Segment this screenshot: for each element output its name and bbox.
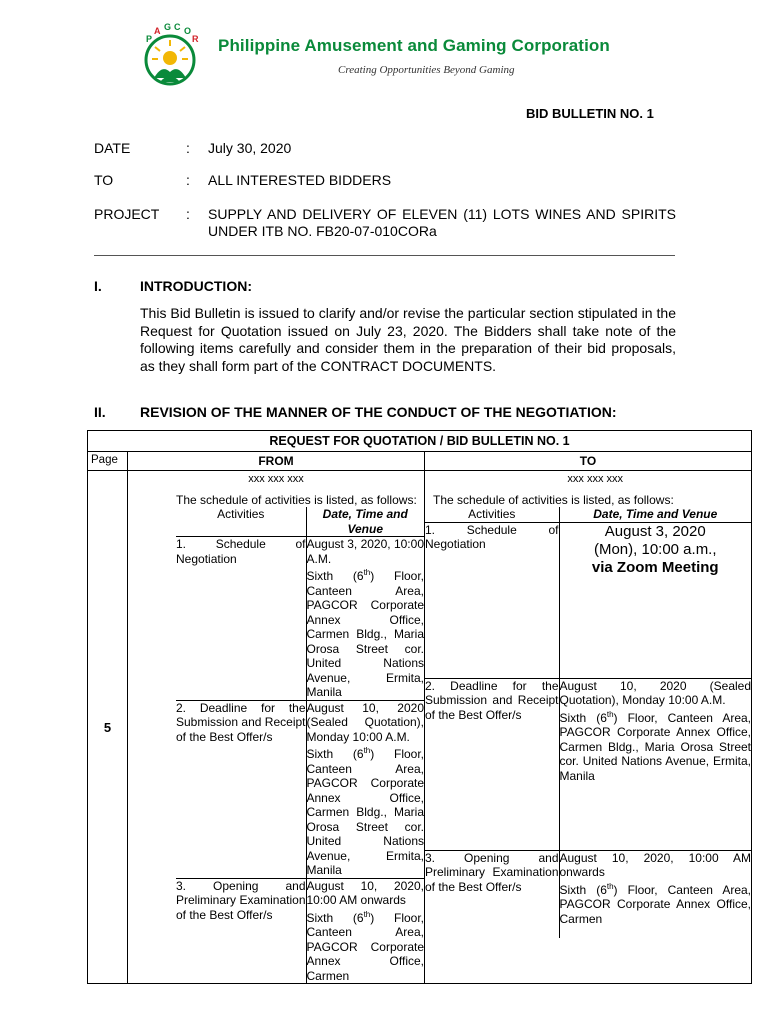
col-page-header: Page: [88, 452, 128, 471]
from-row-2-when: August 10, 2020 (Sealed Quotation), Monday 10:00 A.M.: [306, 700, 424, 744]
from-date-header: Date, Time and Venue: [306, 507, 424, 537]
to-row-1-venue-line: via Zoom Meeting: [591, 558, 719, 576]
from-row-1-activity: 1. Schedule of Negotiation: [176, 537, 306, 701]
date-label: DATE: [94, 140, 131, 156]
th-superscript: th: [363, 909, 371, 919]
svg-text:R: R: [192, 34, 199, 44]
from-row-2-activity: 2. Deadline for the Submission and Receipt of the Best Offer/s: [176, 700, 306, 878]
pagcor-logo: [134, 20, 206, 92]
to-row-1-date: [559, 522, 751, 678]
to-row-2-activity: 2. Deadline for the Submission and Receipt of the Best Offer/s: [425, 678, 559, 850]
project-value: SUPPLY AND DELIVERY OF ELEVEN (11) LOTS WINES AND SPIRITS UNDER ITB NO. FB20-07-010CORa: [208, 206, 676, 239]
from-row-3-when: August 10, 2020, 10:00 AM onwards: [306, 878, 424, 907]
to-activities-header: Activities: [425, 507, 559, 522]
col-to-header: TO: [425, 452, 752, 471]
svg-text:G: G: [164, 22, 172, 32]
from-activities-header: Activities: [176, 507, 306, 537]
th-superscript: th: [363, 568, 371, 577]
date-value: July 30, 2020: [208, 140, 292, 156]
paren-close: ): [613, 882, 618, 897]
to-row-2-date: [559, 678, 751, 850]
th-superscript: th: [606, 709, 614, 719]
sixth-label: Sixth (6: [559, 882, 607, 897]
to-value: ALL INTERESTED BIDDERS: [208, 172, 392, 188]
to-colon: :: [186, 172, 190, 188]
organization-name: Philippine Amusement and Gaming Corporation: [218, 36, 610, 55]
from-row-3-date: [306, 878, 424, 983]
to-date-header: Date, Time and Venue: [559, 507, 751, 522]
to-row-2-when: August 10, 2020 (Sealed Quotation), Monday 10:00 A.M.: [559, 678, 752, 707]
from-row-1-when: August 3, 2020, 10:00 A.M.: [306, 537, 424, 566]
from-schedule-table: [176, 507, 424, 983]
to-row-1-time-line: (Mon), 10:00 a.m.,: [593, 540, 717, 558]
section-1-title: INTRODUCTION:: [140, 278, 252, 294]
sixth-label: Sixth (6: [306, 569, 364, 583]
paren-close: ): [370, 569, 375, 583]
project-label: PROJECT: [94, 206, 160, 222]
tagline: Creating Opportunities Beyond Gaming: [338, 64, 515, 76]
sixth-label: Sixth (6: [306, 910, 364, 925]
section-2-number: II.: [94, 404, 106, 420]
from-row-1-date: [306, 537, 424, 701]
from-row-3-activity: 3. Opening and Preliminary Examination of the Best Offer/s: [176, 878, 306, 983]
from-placeholder: xxx xxx xxx: [248, 473, 304, 485]
paren-close: ): [370, 910, 375, 925]
svg-text:A: A: [154, 26, 161, 36]
col-from-header: FROM: [128, 452, 425, 471]
from-column: [128, 471, 425, 984]
sixth-label: Sixth (6: [559, 710, 607, 725]
from-row-1-venue: Floor, Canteen Area, PAGCOR Corporate Annex Office, Carmen Bldg., Maria Orosa Street cor. United Nations Avenue, Ermita, Manila: [306, 569, 424, 699]
to-row-3-date: [559, 850, 751, 938]
divider: [94, 255, 675, 256]
to-intro: The schedule of activities is listed, as follows:: [433, 493, 674, 507]
to-column: [425, 471, 752, 984]
section-1-number: I.: [94, 278, 102, 294]
table-caption: REQUEST FOR QUOTATION / BID BULLETIN NO. 1: [88, 431, 752, 452]
to-schedule-table: [425, 507, 751, 938]
to-row-1-date-line: August 3, 2020: [604, 522, 706, 540]
svg-text:C: C: [174, 22, 181, 32]
section-2-title: REVISION OF THE MANNER OF THE CONDUCT OF THE NEGOTIATION:: [140, 404, 617, 420]
to-row-3-venue: Floor, Canteen Area, PAGCOR Corporate Annex Office, Carmen: [559, 882, 752, 926]
to-row-1-activity: 1. Schedule of Negotiation: [425, 522, 559, 678]
page-number: 5: [88, 471, 128, 984]
th-superscript: th: [606, 881, 614, 891]
project-colon: :: [186, 206, 190, 222]
paren-close: ): [370, 747, 375, 761]
to-placeholder: xxx xxx xxx: [567, 473, 624, 485]
introduction-body: This Bid Bulletin is issued to clarify and/or revise the particular section stipulated in the Request for Quotation issued on July 23, 2020. The Bidders shall take note of the following items carefully and consider them in the preparation of their bid proposals, as they shall form part of the CONTRACT DOCUMENTS.: [140, 305, 676, 374]
revision-table: [87, 430, 752, 984]
from-row-2-venue: Floor, Canteen Area, PAGCOR Corporate Annex Office, Carmen Bldg., Maria Orosa Street cor. United Nations Avenue, Ermita, Manila: [306, 747, 424, 877]
th-superscript: th: [363, 746, 371, 755]
from-intro: The schedule of activities is listed, as follows:: [176, 493, 417, 507]
bulletin-number: BID BULLETIN NO. 1: [526, 106, 654, 121]
paren-close: ): [613, 710, 618, 725]
to-row-2-venue: Floor, Canteen Area, PAGCOR Corporate Annex Office, Carmen Bldg., Maria Orosa Street cor. United Nations Avenue, Ermita, Manila: [559, 710, 752, 783]
sixth-label: Sixth (6: [306, 747, 364, 761]
svg-text:O: O: [184, 26, 192, 36]
from-row-2-date: [306, 700, 424, 878]
to-label: TO: [94, 172, 114, 188]
from-row-3-venue: Floor, Canteen Area, PAGCOR Corporate Annex Office, Carmen: [306, 910, 424, 983]
date-colon: :: [186, 140, 190, 156]
to-row-3-activity: 3. Opening and Preliminary Examination of the Best Offer/s: [425, 850, 559, 938]
svg-text:P: P: [146, 34, 153, 44]
to-row-3-when: August 10, 2020, 10:00 AM onwards: [559, 850, 752, 879]
